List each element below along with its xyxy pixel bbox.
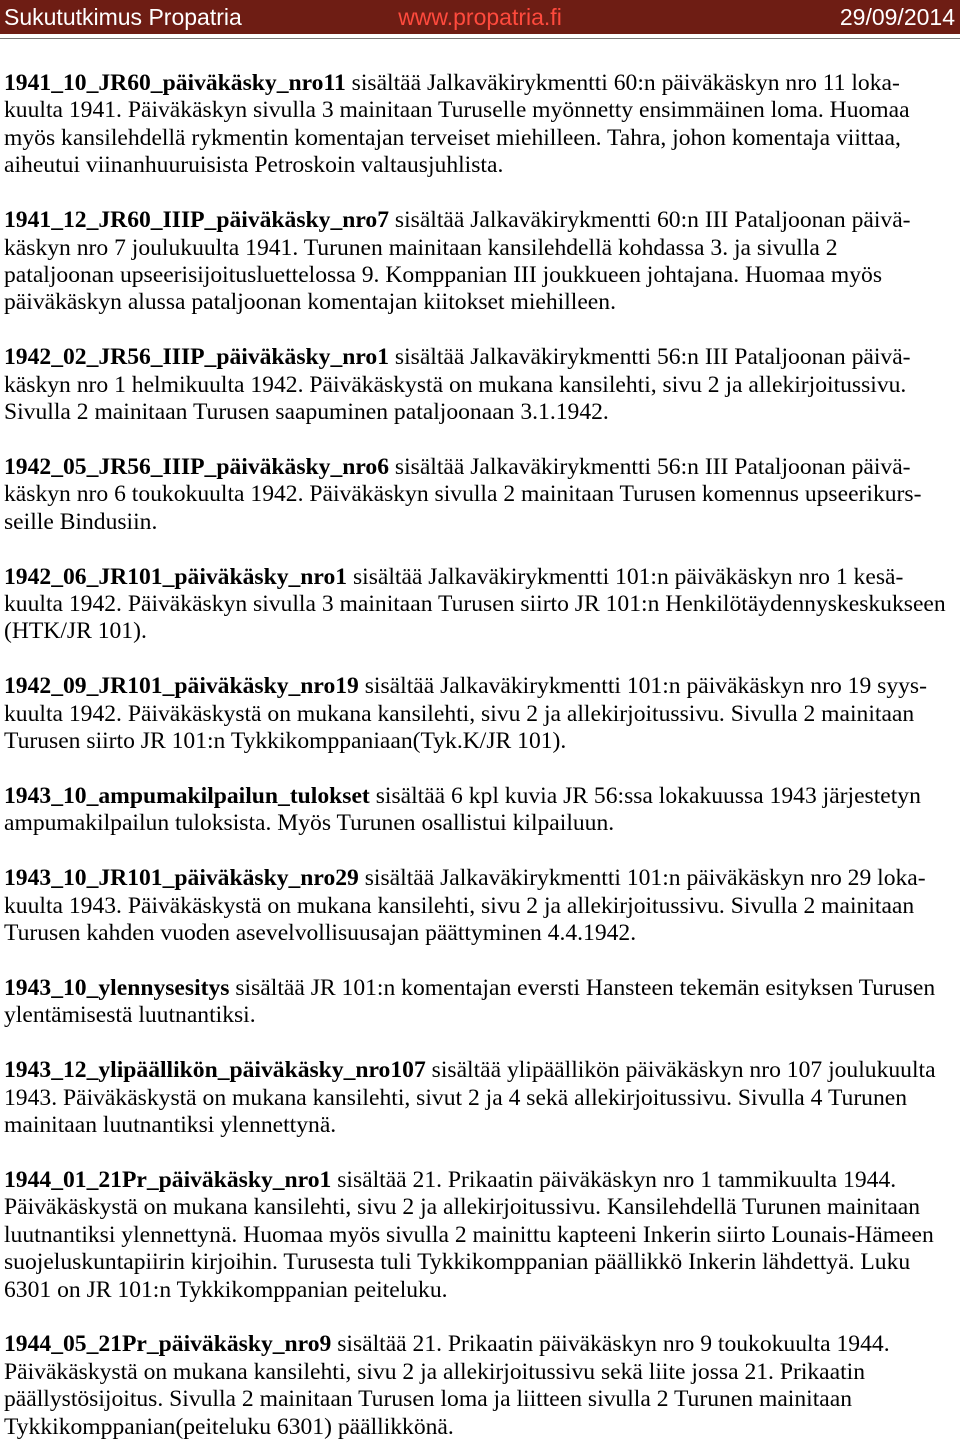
entry-text-line: mainitaan luutnantiksi ylennettynä.: [4, 1112, 337, 1139]
entry-text-line: päiväkäskyn alussa pataljoonan komentajan kiitokset miehilleen.: [4, 289, 616, 316]
entry-text-line: luutnantiksi ylennettynä. Huomaa myös sivulla 2 mainittu kapteeni Inkerin siirto Lounais-Hämeen: [4, 1221, 934, 1248]
entry-text-line: Päiväkäskystä on mukana kansilehti, sivu 2 ja allekirjoitussivu sekä liite jossa 21. Prikaatin: [4, 1358, 866, 1385]
entry-filename: 1943_10_JR101_päiväkäsky_nro29: [4, 865, 359, 892]
entry-description: sisältää Jalkaväkirykmentti 101:n päiväkäskyn nro 1 kesä-: [352, 563, 904, 590]
document-entry: [4, 207, 956, 317]
entry-first-line: [4, 564, 956, 591]
entry-text-line: käskyn nro 7 joulukuulta 1941. Turunen mainitaan kansilehdellä kohdassa 3. ja sivulla 2: [4, 234, 838, 261]
entry-filename: 1944_01_21Pr_päiväkäsky_nro1: [4, 1166, 332, 1193]
header-date: 29/09/2014: [839, 4, 955, 30]
entry-description: sisältää 21. Prikaatin päiväkäskyn nro 1 tammikuulta 1944.: [337, 1166, 897, 1193]
entry-description: sisältää 21. Prikaatin päiväkäskyn nro 9 toukokuulta 1944.: [337, 1331, 890, 1358]
entry-text-line: päällystösijoitus. Sivulla 2 mainitaan Turusen loma ja liitteen sivulla 2 Turunen mainitaan: [4, 1386, 853, 1413]
entry-text-line: kuulta 1943. Päiväkäskystä on mukana kansilehti, sivu 2 ja allekirjoitussivu. Sivulla 2 mainitaan: [4, 892, 915, 919]
entry-text-line: Turusen kahden vuoden asevelvollisuusajan päättyminen 4.4.1942.: [4, 920, 637, 947]
entry-first-line: [4, 454, 956, 481]
entry-text-line: kuulta 1942. Päiväkäskyn sivulla 3 mainitaan Turusen siirto JR 101:n Henkilötäydennyskeskukseen: [4, 591, 946, 618]
document-entry: [4, 1167, 956, 1304]
entry-filename: 1941_10_JR60_päiväkäsky_nro11: [4, 70, 346, 96]
site-name: Sukututkimus Propatria: [4, 4, 242, 30]
entry-text-line: ylentämisestä luutnantiksi.: [4, 1002, 256, 1029]
entry-filename: 1941_12_JR60_IIIP_päiväkäsky_nro7: [4, 207, 389, 234]
entry-filename: 1942_02_JR56_IIIP_päiväkäsky_nro1: [4, 344, 389, 371]
document-entry: [4, 70, 956, 180]
entry-filename: 1943_12_ylipäällikön_päiväkäsky_nro107: [4, 1057, 426, 1084]
entry-first-line: [4, 207, 956, 234]
document-entry: [4, 865, 956, 947]
entry-text-line: Sivulla 2 mainitaan Turusen saapuminen pataljoonaan 3.1.1942.: [4, 399, 609, 426]
entry-description: sisältää JR 101:n komentajan eversti Hansteen tekemän esityksen Turusen: [235, 974, 936, 1001]
entry-first-line: [4, 975, 956, 1002]
entry-first-line: [4, 673, 956, 700]
entry-text-line: suojeluskuntapiirin kirjoihin. Turusesta tuli Tykkikomppanian päällikkö Inkerin lähdettyä. Luku: [4, 1249, 911, 1276]
entry-first-line: [4, 1167, 956, 1194]
document-body: [4, 70, 956, 1441]
document-entry: [4, 975, 956, 1030]
entry-description: sisältää Jalkaväkirykmentti 56:n III Pataljoonan päivä-: [394, 453, 911, 480]
entry-filename: 1943_10_ylennysesitys: [4, 974, 230, 1001]
document-entry: [4, 564, 956, 646]
entry-filename: 1942_05_JR56_IIIP_päiväkäsky_nro6: [4, 453, 389, 480]
entry-description: sisältää ylipäällikön päiväkäskyn nro 107 joulukuulta: [431, 1057, 936, 1084]
document-entry: [4, 673, 956, 755]
entry-text-line: seille Bindusiin.: [4, 508, 158, 535]
entry-description: sisältää Jalkaväkirykmentti 101:n päiväkäskyn nro 19 syys-: [364, 673, 927, 700]
entry-description: sisältää Jalkaväkirykmentti 56:n III Pataljoonan päivä-: [394, 344, 911, 371]
entry-first-line: [4, 344, 956, 371]
entry-first-line: [4, 70, 956, 97]
entry-text-line: (HTK/JR 101).: [4, 618, 147, 645]
header-rule: [0, 38, 960, 39]
document-entry: [4, 344, 956, 426]
entry-first-line: [4, 1057, 956, 1084]
entry-first-line: [4, 783, 956, 810]
entry-text-line: 6301 on JR 101:n Tykkikomppanian peiteluku.: [4, 1276, 448, 1303]
document-entry: [4, 783, 956, 838]
entry-text-line: kuulta 1941. Päiväkäskyn sivulla 3 mainitaan Turuselle myönnetty ensimmäinen loma. Huomaa: [4, 97, 910, 124]
entry-text-line: Päiväkäskystä on mukana kansilehti, sivu 2 ja allekirjoitussivu. Kansilehdellä Turunen mainitaan: [4, 1194, 921, 1221]
entry-filename: 1944_05_21Pr_päiväkäsky_nro9: [4, 1331, 332, 1358]
document-entry: [4, 454, 956, 536]
entry-text-line: Turusen siirto JR 101:n Tykkikomppaniaan(Tyk.K/JR 101).: [4, 728, 567, 755]
entry-text-line: 1943. Päiväkäskystä on mukana kansilehti, sivut 2 ja 4 sekä allekirjoitussivu. Sivulla 4 Turunen: [4, 1084, 908, 1111]
entry-text-line: Tykkikomppanian(peiteluku 6301) päällikkönä.: [4, 1413, 454, 1440]
document-entry: [4, 1057, 956, 1139]
entry-filename: 1942_09_JR101_päiväkäsky_nro19: [4, 673, 359, 700]
entry-text-line: käskyn nro 1 helmikuulta 1942. Päiväkäskystä on mukana kansilehti, sivu 2 ja allekirjoitussivu.: [4, 371, 907, 398]
entry-filename: 1942_06_JR101_päiväkäsky_nro1: [4, 563, 348, 590]
entry-description: sisältää Jalkaväkirykmentti 60:n päiväkäskyn nro 11 loka-: [351, 70, 900, 96]
entry-description: sisältää 6 kpl kuvia JR 56:ssa lokakuussa 1943 järjestetyn: [375, 782, 921, 809]
entry-first-line: [4, 1331, 956, 1358]
entry-first-line: [4, 865, 956, 892]
page-header: [0, 0, 960, 34]
entry-filename: 1943_10_ampumakilpailun_tulokset: [4, 782, 370, 809]
entry-text-line: aiheutui viinanhuuruisista Petroskoin valtausjuhlista.: [4, 152, 504, 179]
entry-text-line: kuulta 1942. Päiväkäskystä on mukana kansilehti, sivu 2 ja allekirjoitussivu. Sivulla 2 mainitaan: [4, 700, 915, 727]
document-entry: [4, 1331, 956, 1441]
entry-text-line: ampumakilpailun tuloksista. Myös Turunen osallistui kilpailuun.: [4, 810, 615, 837]
entry-text-line: käskyn nro 6 toukokuulta 1942. Päiväkäskyn sivulla 2 mainitaan Turusen komennus upseerikurs-: [4, 481, 922, 508]
entry-description: sisältää Jalkaväkirykmentti 101:n päiväkäskyn nro 29 loka-: [364, 865, 926, 892]
entry-text-line: pataljoonan upseerisijoitusluettelossa 9. Komppanian III joukkueen johtajana. Huomaa myös: [4, 261, 883, 288]
entry-description: sisältää Jalkaväkirykmentti 60:n III Pataljoonan päivä-: [394, 207, 911, 234]
site-url-link[interactable]: www.propatria.fi: [398, 4, 562, 30]
entry-text-line: myös kansilehdellä rykmentin komentajan terveiset miehilleen. Tahra, johon komentaja viittaa,: [4, 124, 901, 151]
